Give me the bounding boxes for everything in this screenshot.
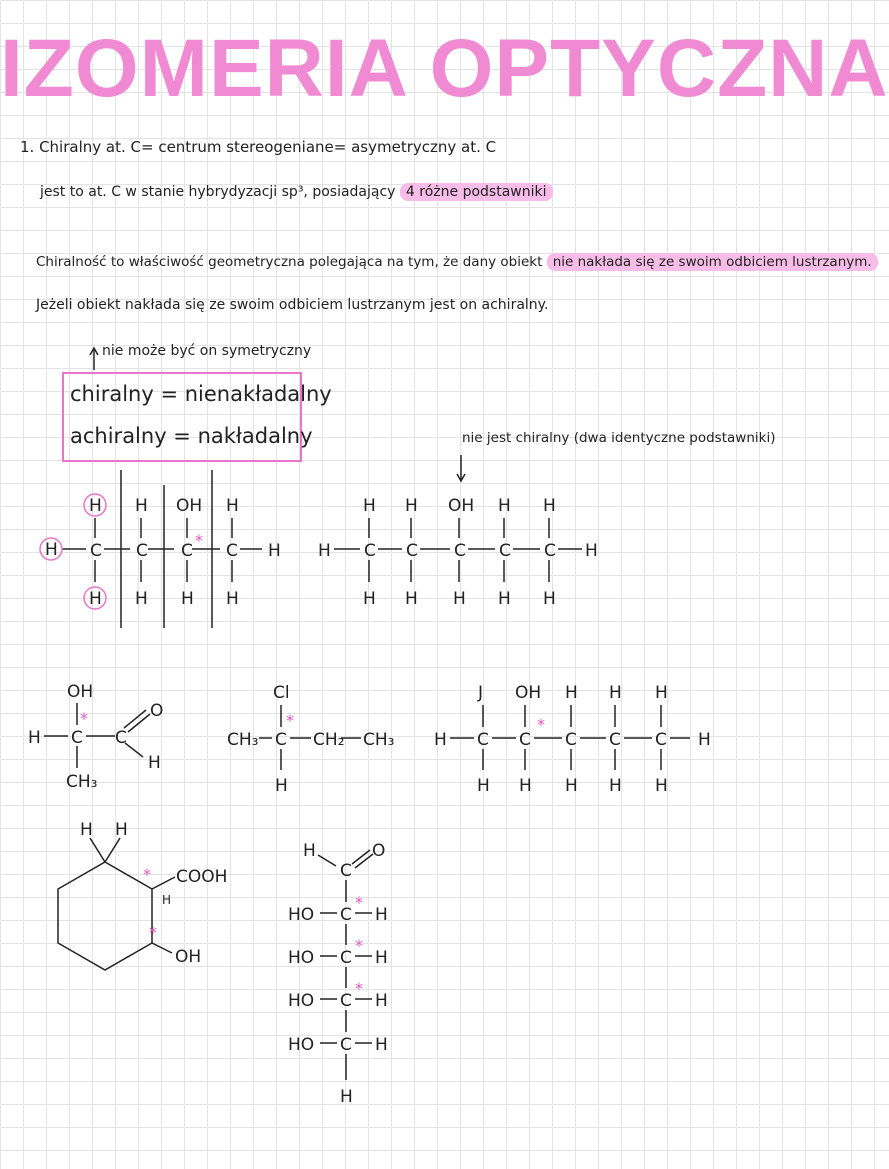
- atom-h: H: [226, 589, 239, 609]
- atom-h: H: [405, 589, 418, 609]
- atom-h: H: [543, 589, 556, 609]
- highlight-four-substituents: 4 różne podstawniki: [400, 183, 553, 201]
- molecule-6: [80, 820, 227, 967]
- atom-h: H: [655, 683, 668, 703]
- atom-ch3: CH₃: [227, 730, 259, 750]
- atom-cooh: COOH: [176, 867, 228, 887]
- achiral-line: Jeżeli obiekt nakłada się ze swoim odbiciem lustrzanym jest on achiralny.: [36, 297, 549, 313]
- atom-c: C: [71, 728, 83, 748]
- atom-ho: HO: [288, 1035, 315, 1055]
- stereocenter-star: *: [355, 979, 363, 998]
- atom-oh: OH: [515, 683, 542, 703]
- atom-ch3: CH₃: [66, 772, 98, 792]
- molecule-2: [318, 496, 598, 609]
- atom-h: H: [148, 753, 161, 773]
- atom-h: H: [135, 496, 148, 516]
- atom-h: H: [498, 589, 511, 609]
- chirality-text: Chiralność to właściwość geometryczna polegająca na tym, że dany obiekt: [36, 254, 543, 270]
- atom-h: H: [585, 541, 598, 561]
- molecule-1: [45, 496, 281, 609]
- atom-h: H: [318, 541, 331, 561]
- atom-c: C: [364, 541, 376, 561]
- molecule-3: [28, 682, 163, 792]
- atom-c: C: [655, 730, 667, 750]
- stereocenter-star: *: [355, 893, 363, 912]
- atom-c: C: [340, 905, 352, 925]
- atom-h: H: [655, 776, 668, 796]
- molecule-5: [434, 683, 711, 796]
- atom-h: H: [115, 820, 128, 840]
- atom-h: H: [268, 541, 281, 561]
- atom-c: C: [499, 541, 511, 561]
- atom-ho: HO: [288, 905, 315, 925]
- atom-c: C: [544, 541, 556, 561]
- atom-cl: Cl: [273, 683, 290, 703]
- atom-h: H: [226, 496, 239, 516]
- atom-ho: HO: [288, 948, 315, 968]
- atom-c: C: [115, 728, 127, 748]
- atom-c: C: [90, 541, 102, 561]
- atom-c: C: [275, 730, 287, 750]
- atom-h: H: [375, 948, 388, 968]
- stereocenter-star: *: [537, 715, 545, 734]
- atom-h: H: [477, 776, 490, 796]
- atom-h: H: [89, 496, 102, 516]
- atom-h: H: [453, 589, 466, 609]
- achiral-row: achiralny = nakładalny: [70, 424, 313, 448]
- atom-c: C: [340, 948, 352, 968]
- hybridization-text: jest to at. C w stanie hybrydyzacji sp³, posiadający: [40, 184, 396, 200]
- atom-ch2: CH₂: [313, 730, 345, 750]
- atom-h: H: [609, 776, 622, 796]
- atom-o: O: [150, 701, 164, 721]
- atom-ho: HO: [288, 991, 315, 1011]
- chiral-definition-line: 1. Chiralny at. C= centrum stereogeniane= asymetryczny at. C: [20, 138, 497, 156]
- atom-c: C: [340, 1035, 352, 1055]
- not-chiral-note: nie jest chiralny (dwa identyczne podstawniki): [462, 430, 776, 446]
- atom-c: C: [226, 541, 238, 561]
- chiral-row: chiralny = nienakładalny: [70, 382, 332, 406]
- atom-c: C: [454, 541, 466, 561]
- atom-h: H: [375, 991, 388, 1011]
- atom-oh: OH: [176, 496, 203, 516]
- molecule-7: [288, 841, 388, 1107]
- atom-c: C: [340, 861, 352, 881]
- atom-h: H: [519, 776, 532, 796]
- atom-oh: OH: [67, 682, 94, 702]
- atom-c: C: [136, 541, 148, 561]
- atom-h: H: [45, 540, 58, 560]
- atom-h: H: [405, 496, 418, 516]
- atom-c: C: [609, 730, 621, 750]
- atom-c: C: [406, 541, 418, 561]
- atom-h: H: [28, 728, 41, 748]
- atom-i: J: [478, 683, 484, 703]
- atom-o: O: [372, 841, 386, 861]
- stereocenter-star: *: [195, 531, 203, 550]
- atom-ch3: CH₃: [363, 730, 395, 750]
- stereocenter-star: *: [143, 865, 151, 884]
- atom-h: H: [498, 496, 511, 516]
- atom-h: H: [80, 820, 93, 840]
- atom-oh: OH: [448, 496, 475, 516]
- atom-h: H: [375, 905, 388, 925]
- atom-oh: OH: [175, 947, 202, 967]
- atom-c: C: [477, 730, 489, 750]
- atom-c: C: [340, 991, 352, 1011]
- atom-c: C: [181, 541, 193, 561]
- atom-h: H: [609, 683, 622, 703]
- atom-h: H: [89, 589, 102, 609]
- stereocenter-star: *: [286, 711, 294, 730]
- atom-h: H: [363, 589, 376, 609]
- atom-h: H: [340, 1087, 353, 1107]
- atom-h: H: [363, 496, 376, 516]
- atom-c: C: [519, 730, 531, 750]
- stereocenter-star: *: [149, 923, 157, 942]
- atom-h: H: [375, 1035, 388, 1055]
- atom-h: H: [434, 730, 447, 750]
- atom-h: H: [565, 776, 578, 796]
- stereocenter-star: *: [80, 709, 88, 728]
- atom-h: H: [698, 730, 711, 750]
- stereocenter-star: *: [355, 936, 363, 955]
- atom-h: H: [565, 683, 578, 703]
- symmetry-note: nie może być on symetryczny: [102, 343, 312, 359]
- atom-h: H: [135, 589, 148, 609]
- atom-h: H: [543, 496, 556, 516]
- atom-h: H: [181, 589, 194, 609]
- page-title: IZOMERIA OPTYCZNA: [0, 23, 889, 114]
- atom-h: H: [275, 776, 288, 796]
- atom-c: C: [565, 730, 577, 750]
- atom-h: H: [162, 893, 172, 907]
- atom-h: H: [303, 841, 316, 861]
- highlight-not-superimposable: nie nakłada się ze swoim odbiciem lustrzanym.: [547, 253, 878, 271]
- molecule-4: [227, 683, 394, 796]
